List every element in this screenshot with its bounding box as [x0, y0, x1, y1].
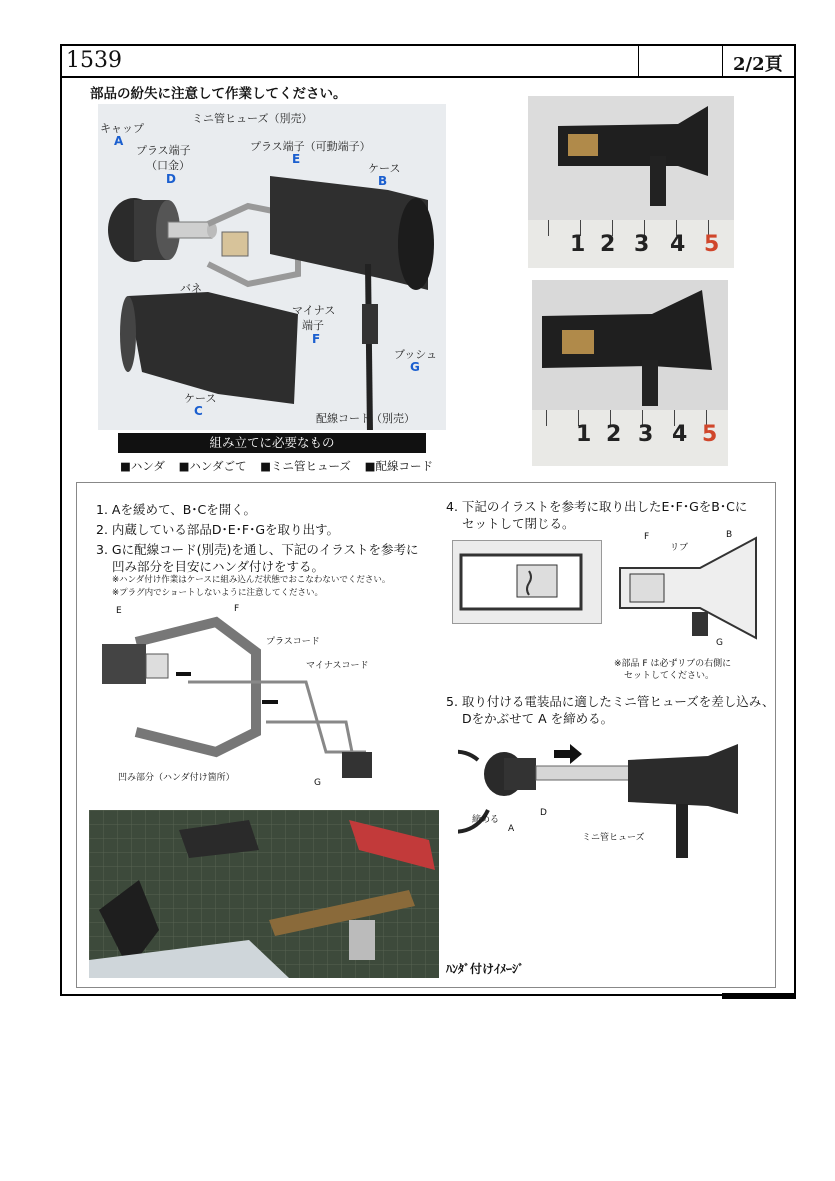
- required-items-title: 組み立てに必要なもの: [118, 433, 426, 453]
- assembly-inset-drawing: [453, 541, 601, 623]
- label-case-b: ケース: [368, 162, 401, 175]
- warning-text: 部品の紛失に注意して作業してください。: [90, 86, 347, 102]
- assembly-label-g: G: [716, 638, 723, 648]
- header-cell-divider: [722, 44, 723, 76]
- solder-label-g: G: [314, 778, 321, 788]
- required-item: ■ハンダ: [120, 459, 165, 473]
- ruler-number: 4: [672, 422, 688, 447]
- step-3-line1: 3. Gに配線コード(別売)を通し、下記のイラストを参考に: [96, 542, 419, 557]
- step-3-line2: 凹み部分を目安にハンダ付けをする。: [112, 559, 325, 574]
- assembly-label-rib: リブ: [670, 543, 689, 553]
- product-photo-bottom: [532, 280, 728, 466]
- required-item: ■配線コード: [364, 459, 433, 473]
- label-cap: キャップ: [100, 122, 144, 135]
- assembly-label-b: B: [726, 530, 733, 540]
- solder-label-minus-cord: マイナスコード: [306, 661, 369, 671]
- ruler: [532, 410, 728, 466]
- letter-a: A: [114, 134, 124, 148]
- soldering-photo-drawing: [89, 810, 439, 978]
- page-number: 2/2頁: [733, 54, 783, 75]
- letter-e: E: [292, 152, 301, 166]
- fuse-label-fuse: ミニ管ヒューズ: [582, 833, 645, 843]
- label-fuse: ミニ管ヒューズ（別売）: [192, 112, 313, 125]
- step-4-line2: セットして閉じる。: [462, 516, 575, 531]
- footer-bar: [722, 993, 796, 999]
- ruler-number: 5: [704, 232, 720, 257]
- letter-b: B: [378, 174, 388, 188]
- assembly-inset: [452, 540, 602, 624]
- required-items-list: [120, 458, 443, 474]
- letter-f: F: [312, 332, 321, 346]
- assembly-label-f: F: [644, 532, 650, 542]
- product-photo-top: [528, 96, 734, 268]
- header-divider: [60, 76, 796, 78]
- ruler-number: 2: [606, 422, 622, 447]
- step-2: 2. 内蔵している部品D･E･F･Gを取り出す。: [96, 522, 340, 537]
- fuse-label-a: A: [508, 824, 515, 834]
- label-bush: ブッシュ: [394, 348, 438, 361]
- solder-label-plus-cord: プラスコード: [266, 637, 320, 647]
- letter-d: D: [166, 172, 176, 186]
- soldering-photo: [89, 810, 439, 978]
- ruler-number: 3: [634, 232, 650, 257]
- plug-photo-drawing: [532, 280, 728, 410]
- ruler-number: 5: [702, 422, 718, 447]
- document-number: 1539: [66, 48, 122, 73]
- ruler: [528, 220, 734, 268]
- label-cord: 配線コード（別売）: [316, 412, 415, 425]
- letter-g: G: [410, 360, 420, 374]
- solder-label-dent: 凹み部分（ハンダ付け箇所）: [118, 773, 235, 783]
- header-cell-divider: [638, 44, 639, 76]
- step-5-line1: 5. 取り付ける電装品に適したミニ管ヒューズを差し込み、: [446, 694, 775, 709]
- label-plus-movable: プラス端子（可動端子）: [250, 140, 371, 153]
- assembly-note-1: ※部品 F は必ずリブの右側に: [614, 659, 732, 669]
- ruler-number: 1: [570, 232, 586, 257]
- ruler-number: 2: [600, 232, 616, 257]
- step-5-line2: Dをかぶせて A を締める。: [462, 711, 614, 726]
- step-4-line1: 4. 下記のイラストを参考に取り出したE･F･GをB･Cに: [446, 499, 748, 514]
- label-case-c: ケース: [184, 392, 217, 405]
- label-minus: マイナス: [292, 304, 336, 317]
- plug-photo-drawing: [528, 96, 734, 220]
- required-item: ■ハンダごて: [178, 459, 247, 473]
- letter-c: C: [194, 404, 203, 418]
- ruler-number: 1: [576, 422, 592, 447]
- label-plus-terminal-sub: （口金）: [146, 159, 190, 172]
- assembly-note-2: セットしてください。: [624, 671, 715, 681]
- step-1: 1. Aを緩めて、B･Cを開く。: [96, 502, 257, 517]
- solder-label-f: F: [234, 604, 240, 614]
- ruler-number: 4: [670, 232, 686, 257]
- step-3-note1: ※ハンダ付け作業はケースに組み込んだ状態でおこなわないでください。: [112, 575, 391, 585]
- label-minus-sub: 端子: [302, 319, 324, 332]
- label-plus-terminal: プラス端子: [136, 144, 191, 157]
- ruler-number: 3: [638, 422, 654, 447]
- required-item: ■ミニ管ヒューズ: [260, 459, 351, 473]
- solder-diagram: [96, 602, 416, 788]
- fuse-label-tighten: 締める: [472, 815, 500, 825]
- label-spring: バネ: [180, 282, 202, 295]
- fuse-label-d: D: [540, 808, 547, 818]
- photo-caption: ﾊﾝﾀﾞ付けｲﾒｰｼﾞ: [446, 962, 525, 976]
- step-3-note2: ※プラグ内でショートしないように注意してください。: [112, 588, 323, 598]
- solder-label-e: E: [116, 606, 122, 616]
